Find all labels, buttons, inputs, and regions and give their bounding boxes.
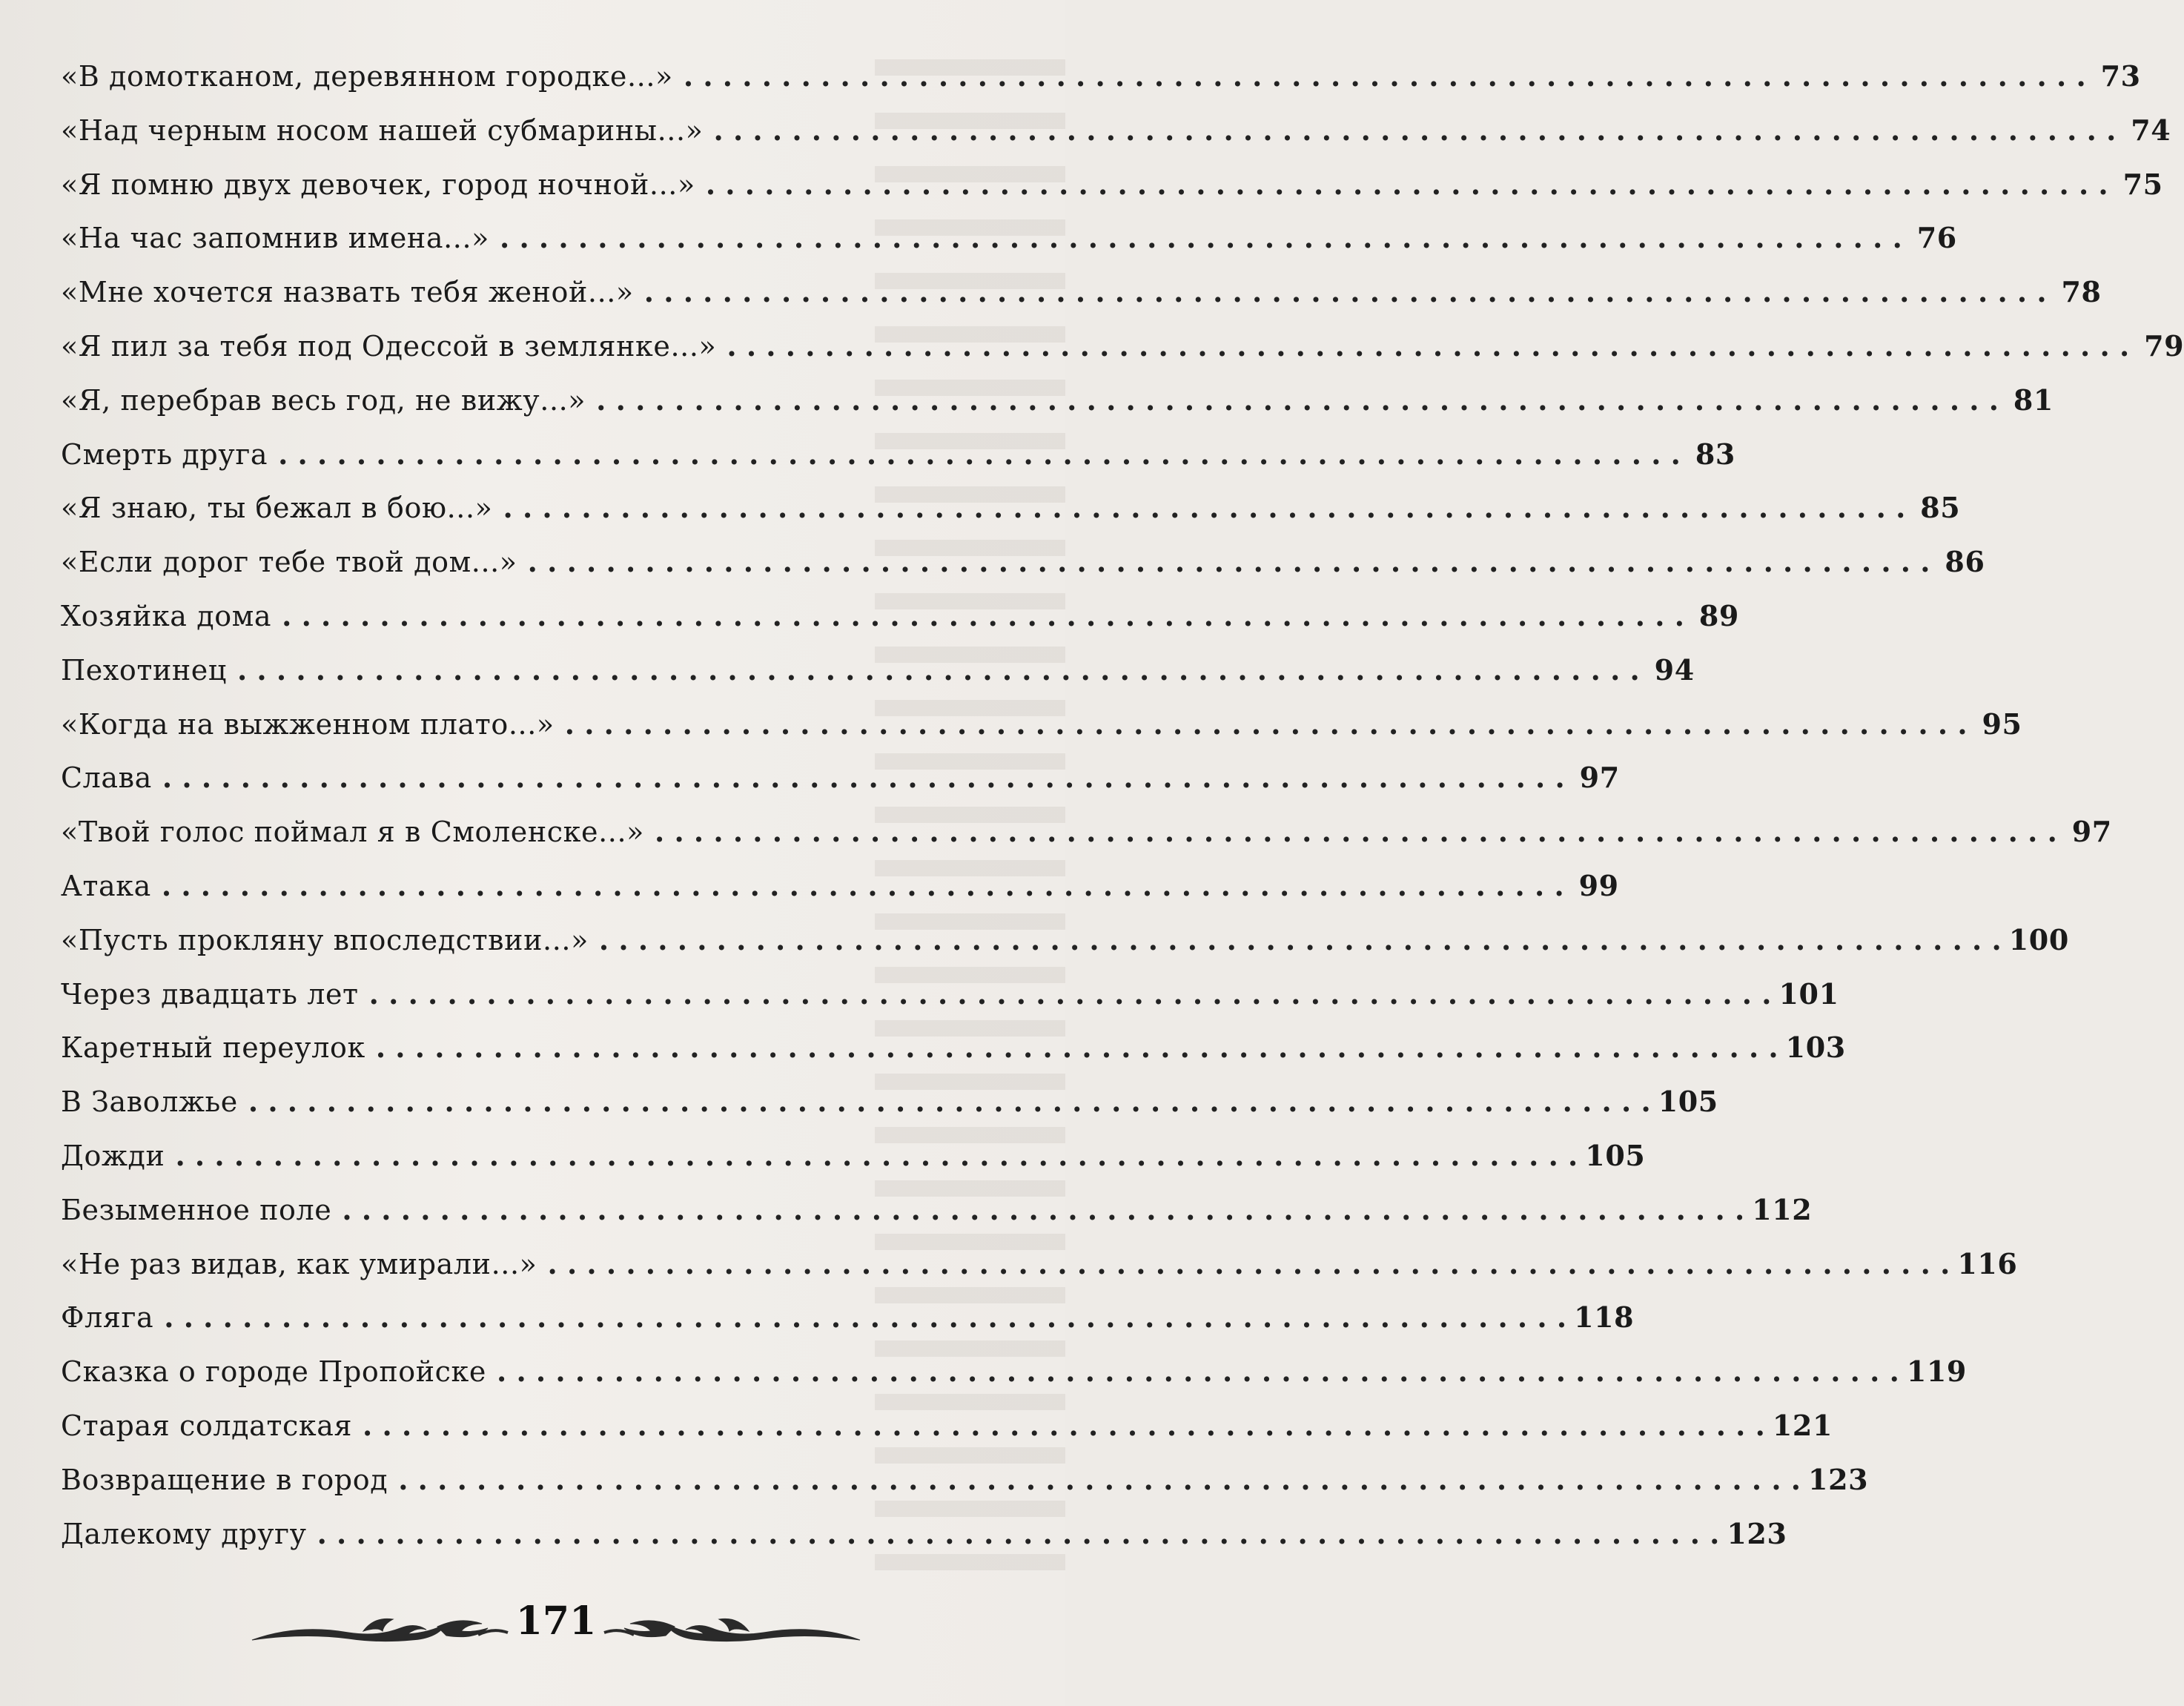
dot-leader (599, 923, 2002, 956)
page-footer (252, 1594, 860, 1661)
toc-entry-title: «Если дорог тебе твой дом...» (61, 546, 517, 579)
toc-entry-page: 118 (1574, 1300, 1635, 1335)
toc-entry-page: 101 (1778, 976, 1839, 1011)
toc-entry-page: 123 (1808, 1462, 1869, 1496)
dot-leader (644, 275, 2047, 308)
toc-entry (61, 545, 1985, 599)
dot-leader (684, 59, 2086, 93)
toc-entry (61, 707, 2022, 761)
dot-leader (503, 491, 1906, 524)
toc-entry-page: 75 (2122, 167, 2163, 201)
toc-entry-title: «Я помню двух девочек, город ночной...» (61, 168, 695, 201)
dot-leader (369, 977, 1772, 1011)
toc-entry (61, 1300, 1635, 1355)
toc-entry-title: В Заволжье (61, 1085, 238, 1119)
dot-leader (596, 383, 1999, 417)
dot-leader (500, 221, 1902, 254)
toc-entry (61, 491, 1961, 545)
dot-leader (162, 761, 1565, 794)
toc-entry (61, 437, 1735, 492)
toc-entry (61, 1031, 1846, 1085)
toc-entry (61, 815, 2112, 869)
dot-leader (727, 329, 2129, 363)
toc-entry-page: 78 (2061, 275, 2102, 309)
toc-entry (61, 1138, 1646, 1193)
toc-entry-page: 79 (2144, 328, 2184, 363)
toc-entry-page: 83 (1695, 437, 1735, 471)
toc-entry (61, 1246, 2018, 1301)
page-number: 171 (515, 1598, 597, 1644)
toc-entry-title: «Твой голос поймал я в Смоленске...» (61, 816, 644, 849)
toc-entry-page: 97 (1579, 761, 1620, 795)
toc-entry (61, 328, 2184, 383)
dot-leader (547, 1247, 1950, 1280)
toc-entry (61, 1462, 1869, 1517)
toc-entry (61, 1408, 1833, 1463)
toc-entry-title: «Я знаю, ты бежал в бою...» (61, 492, 493, 525)
toc-entry-page: 81 (2013, 383, 2054, 417)
toc-entry-title: Фляга (61, 1301, 154, 1335)
toc-entry (61, 1355, 1967, 1409)
toc-entry-title: «Пусть прокляну впоследствии...» (61, 923, 589, 956)
toc-entry-page: 89 (1698, 598, 1739, 632)
dot-leader (162, 869, 1564, 902)
toc-entry-title: Возвращение в город (61, 1463, 388, 1496)
toc-entry (61, 59, 2141, 113)
toc-entry (61, 1192, 1813, 1247)
toc-entry-title: Смерть друга (61, 437, 268, 471)
toc-entry-page: 76 (1916, 221, 1957, 255)
toc-entry (61, 922, 2069, 977)
toc-entry (61, 598, 1739, 653)
toc-entry-title: Безыменное поле (61, 1193, 332, 1226)
toc-entry (61, 383, 2054, 437)
toc-entry (61, 113, 2171, 168)
dot-leader (714, 113, 2117, 147)
toc-entry-title: Каретный переулок (61, 1031, 365, 1065)
dot-leader (497, 1355, 1899, 1388)
dot-leader (363, 1409, 1765, 1442)
toc-entry-page: 123 (1727, 1516, 1787, 1550)
toc-entry-title: Хозяйка дома (61, 599, 272, 632)
toc-entry-title: «В домотканом, деревянном городке...» (61, 60, 673, 93)
dot-leader (565, 707, 1968, 741)
toc-entry-page: 94 (1654, 652, 1695, 687)
toc-entry (61, 1516, 1787, 1571)
toc-entry-page: 97 (2071, 815, 2112, 849)
toc-entry (61, 976, 1839, 1031)
toc-entry-title: «Когда на выжженном плато...» (61, 707, 555, 741)
toc-entry (61, 275, 2102, 329)
dot-leader (175, 1139, 1578, 1172)
toc-entry-title: Далекому другу (61, 1517, 307, 1550)
toc-entry-page: 86 (1945, 545, 1985, 579)
toc-entry-title: Дожди (61, 1139, 165, 1172)
toc-entry-page: 99 (1578, 868, 1619, 902)
toc-entry-title: Через двадцать лет (61, 977, 359, 1011)
toc-entry-title: «Я пил за тебя под Одессой в землянке...» (61, 329, 717, 363)
toc-entry-page: 105 (1658, 1085, 1718, 1119)
toc-entry-title: Атака (61, 869, 151, 902)
dot-leader (164, 1300, 1566, 1334)
dot-leader (237, 653, 1640, 687)
toc-entry-title: «Над черным носом нашей субмарины...» (61, 113, 704, 147)
table-of-contents (61, 59, 2184, 1570)
toc-entry-title: Сказка о городе Пропойске (61, 1355, 486, 1389)
toc-entry-page: 73 (2100, 59, 2141, 93)
toc-entry-page: 103 (1785, 1031, 1846, 1065)
toc-entry-title: «Не раз видав, как умирали...» (61, 1247, 537, 1280)
toc-entry (61, 221, 1957, 275)
toc-entry-title: «Я, перебрав весь год, не вижу...» (61, 383, 586, 417)
toc-entry-title: «На час запомнив имена...» (61, 222, 489, 255)
dot-leader (706, 168, 2108, 201)
toc-entry-page: 116 (1957, 1246, 2018, 1280)
dot-leader (376, 1031, 1778, 1064)
dot-leader (398, 1463, 1801, 1496)
dot-leader (528, 545, 1930, 578)
toc-entry-title: Пехотинец (61, 653, 227, 687)
dot-leader (342, 1193, 1744, 1226)
toc-entry (61, 167, 2163, 222)
dot-leader (278, 437, 1681, 471)
toc-entry (61, 868, 1619, 923)
toc-entry-title: Слава (61, 761, 152, 795)
toc-entry-page: 85 (1920, 491, 1961, 525)
toc-entry-page: 100 (2008, 922, 2069, 956)
dot-leader (655, 815, 2057, 848)
toc-entry (61, 761, 1620, 815)
toc-entry-page: 119 (1906, 1355, 1967, 1389)
toc-entry-title: «Мне хочется назвать тебя женой...» (61, 276, 634, 309)
toc-entry-page: 74 (2131, 113, 2171, 147)
toc-entry-title: Старая солдатская (61, 1409, 353, 1442)
dot-leader (282, 599, 1684, 632)
toc-entry (61, 652, 1695, 707)
toc-entry-page: 105 (1585, 1138, 1646, 1172)
toc-entry-page: 95 (1982, 707, 2022, 741)
toc-entry-page: 121 (1772, 1408, 1833, 1442)
toc-entry-page: 112 (1752, 1192, 1813, 1226)
dot-leader (317, 1517, 1720, 1550)
dot-leader (248, 1085, 1651, 1118)
toc-entry (61, 1085, 1718, 1139)
